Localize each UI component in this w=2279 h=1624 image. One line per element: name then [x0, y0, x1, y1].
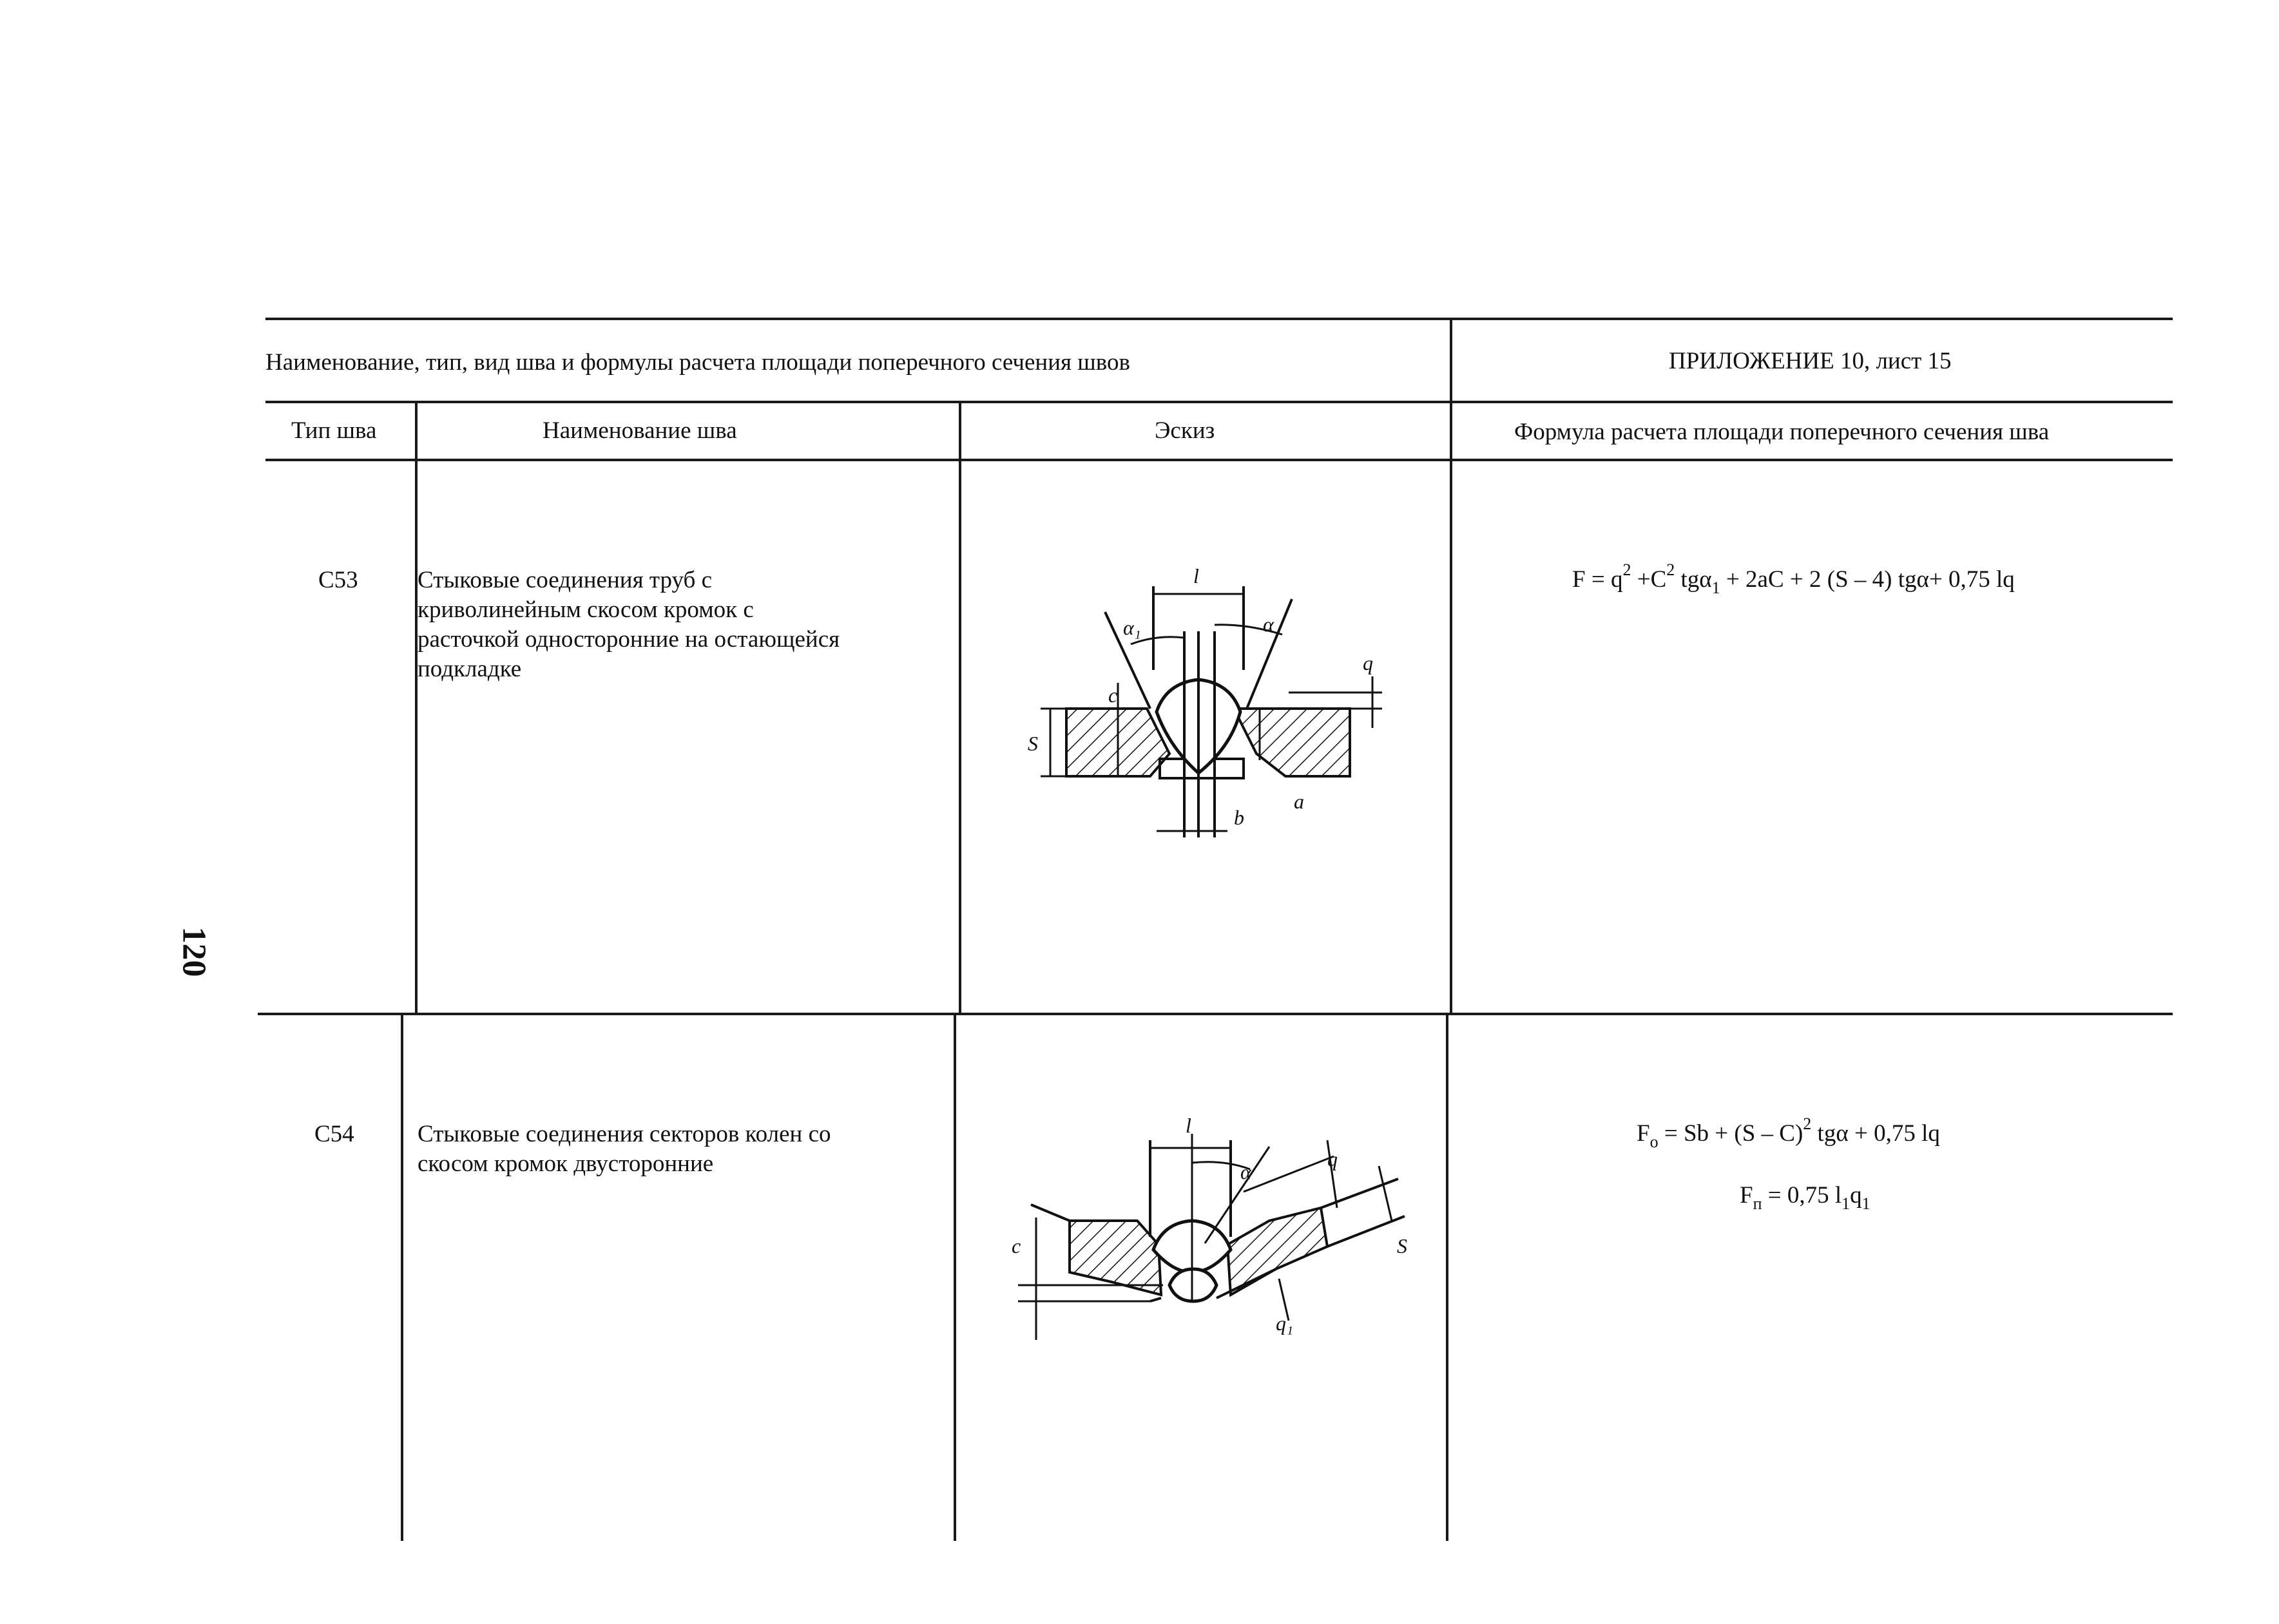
table-title: Наименование, тип, вид шва и формулы расчета площади поперечного сечения швов: [265, 349, 1130, 376]
svg-text:q: q: [1363, 651, 1373, 674]
svg-text:l: l: [1186, 1114, 1191, 1137]
svg-text:c: c: [1108, 683, 1118, 707]
row-divider: [258, 1013, 2173, 1015]
col-divider-2b: [954, 1013, 956, 1541]
col-header-name: Наименование шва: [543, 417, 737, 444]
svg-text:b: b: [1234, 806, 1244, 829]
right-sector: [1227, 1208, 1327, 1295]
row1-formula: $F = q^2 +C^2$ tgα$_1$ + 2aC + 2 (S – 4) tgα+ 0,75 lq: [1572, 560, 2015, 597]
row2-name: Стыковые соединения секторов колен со скосом кромок двусторонние: [418, 1121, 831, 1177]
row2-formula-2: $F_п = 0,75$ $l_1q_1$: [1740, 1182, 1870, 1213]
page-number: 120: [175, 926, 213, 977]
svg-text:α: α: [1263, 613, 1274, 636]
svg-text:S: S: [1397, 1234, 1407, 1257]
col-header-type: Тип шва: [291, 417, 377, 444]
col-header-formula: Формула расчета площади поперечного сечения шва: [1514, 419, 2050, 445]
svg-text:q: q: [1327, 1147, 1338, 1170]
svg-text:l: l: [1193, 564, 1199, 588]
svg-text:α: α: [1240, 1160, 1251, 1183]
table-top-rule: [265, 318, 2173, 320]
row2-formula-1: $F_о = Sb + (S - C)^2$ tgα + 0,75 lq: [1637, 1114, 1940, 1151]
col-header-sketch: Эскиз: [1155, 417, 1215, 444]
col-divider-1: [415, 401, 418, 1013]
right-plate: [1234, 709, 1350, 776]
svg-text:α₁: α₁: [1123, 616, 1141, 639]
col-divider-2: [959, 401, 961, 1013]
row2-type: C54: [314, 1121, 354, 1147]
header-rule: [265, 401, 2173, 403]
svg-text:a: a: [1294, 790, 1304, 813]
col-divider-3: [1450, 318, 1452, 1013]
row2-weld-sketch: [992, 1108, 1418, 1353]
row1-type: C53: [318, 567, 358, 593]
svg-text:q₁: q₁: [1276, 1312, 1294, 1335]
svg-text:S: S: [1028, 732, 1038, 755]
svg-text:c: c: [1012, 1234, 1021, 1257]
col-divider-3b: [1446, 1013, 1448, 1541]
left-sector: [1070, 1221, 1161, 1295]
row1-weld-sketch: [1002, 554, 1401, 850]
col-divider-1b: [401, 1013, 403, 1541]
appendix-label: ПРИЛОЖЕНИЕ 10, лист 15: [1669, 348, 1952, 374]
column-header-rule: [265, 459, 2173, 461]
row1-name: Стыковые соединения труб с криволинейным скосом кромок с расточкой односторонние на остающейся подкладке: [418, 567, 840, 682]
